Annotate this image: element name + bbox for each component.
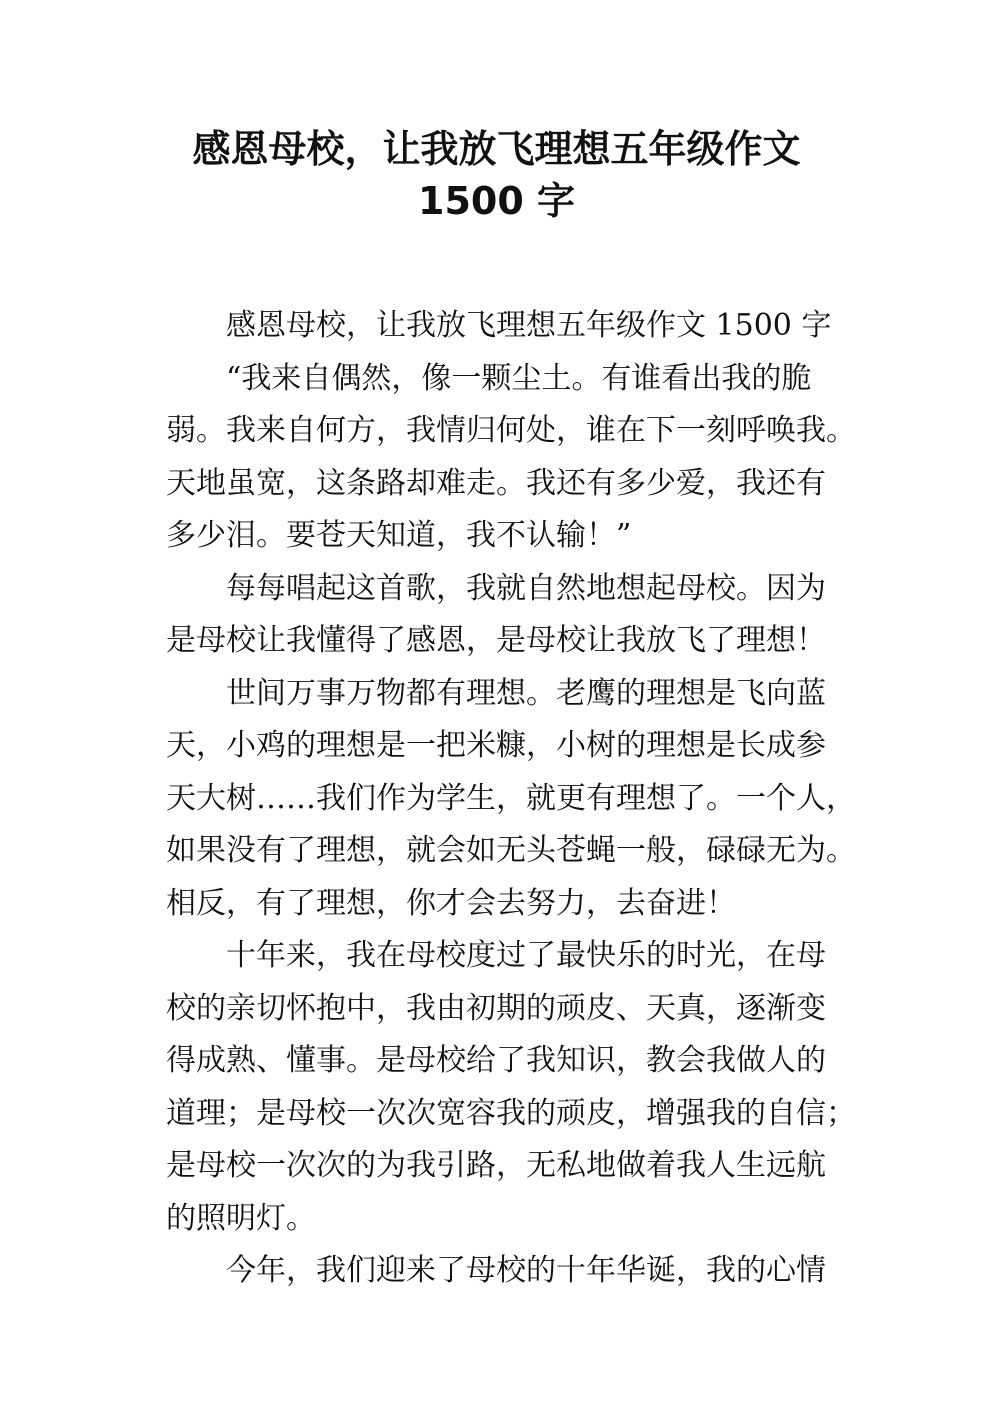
body-line: 得成熟、懂事。是母校给了我知识，教会我做人的	[166, 1043, 826, 1078]
body-line: 天，小鸡的理想是一把米糠，小树的理想是长成参	[166, 728, 826, 763]
body-line: 是母校让我懂得了感恩，是母校让我放飞了理想！	[166, 623, 826, 658]
body-line: 天大树……我们作为学生，就更有理想了。一个人，	[166, 780, 856, 816]
document-body	[166, 300, 856, 1298]
document-title-line-1: 感恩母校，让我放飞理想五年级作文	[192, 127, 801, 171]
body-line: 今年，我们迎来了母校的十年华诞，我的心情	[226, 1253, 826, 1288]
body-line: 每每唱起这首歌，我就自然地想起母校。因为	[226, 570, 826, 606]
body-line: 校的亲切怀抱中，我由初期的顽皮、天真，逐渐变	[166, 990, 826, 1026]
body-line: 十年来，我在母校度过了最快乐的时光，在母	[226, 938, 826, 973]
body-line: 道理；是母校一次次宽容我的顽皮，增强我的自信；	[166, 1095, 856, 1131]
body-line: 的照明灯。	[166, 1200, 316, 1236]
body-line: 弱。我来自何方，我情归何处，谁在下一刻呼唤我。	[166, 413, 856, 448]
body-line: 天地虽宽，这条路却难走。我还有多少爱，我还有	[166, 465, 826, 501]
body-line: 如果没有了理想，就会如无头苍蝇一般，碌碌无为。	[166, 833, 856, 868]
body-line: “我来自偶然，像一颗尘土。有谁看出我的脆	[226, 360, 812, 396]
body-line: 是母校一次次的为我引路，无私地做着我人生远航	[166, 1148, 826, 1183]
body-line: 世间万事万物都有理想。老鹰的理想是飞向蓝	[226, 675, 826, 711]
body-line: 感恩母校，让我放飞理想五年级作文 1500 字	[226, 308, 832, 343]
body-line: 多少泪。要苍天知道，我不认输！”	[166, 518, 632, 553]
document-title-line-2: 1500 字	[418, 179, 575, 223]
body-line: 相反，有了理想，你才会去努力，去奋进！	[166, 885, 736, 921]
